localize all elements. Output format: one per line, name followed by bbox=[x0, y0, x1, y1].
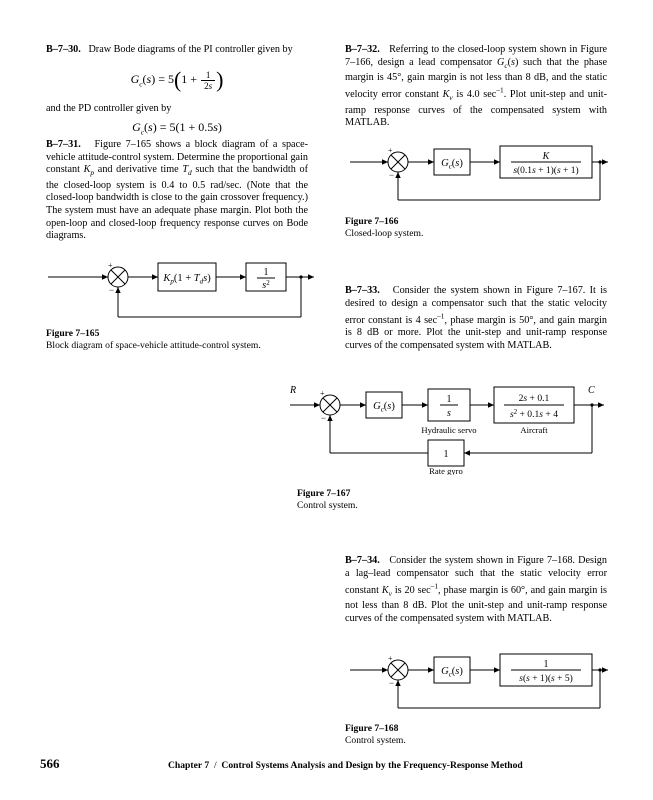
figure-7-167-caption bbox=[297, 488, 559, 511]
svg-text:1: 1 bbox=[446, 394, 452, 405]
svg-text:C: C bbox=[588, 385, 595, 396]
svg-text:1: 1 bbox=[263, 267, 269, 278]
figure-7-167-number: Figure 7–167 bbox=[297, 488, 351, 499]
problem-label-b734: B–7–34. bbox=[345, 555, 380, 566]
svg-text:Rate gyro: Rate gyro bbox=[429, 466, 463, 475]
problem-text-b730: Draw Bode diagrams of the PI controller given by bbox=[88, 44, 293, 55]
figure-7-166-caption bbox=[345, 216, 607, 239]
svg-text:−: − bbox=[389, 678, 395, 688]
equation-pd-controller: $G_c(s) = 5(1 + 0.5s)$ bbox=[132, 120, 222, 137]
problem-text-b732: Referring to the closed-loop system shown in Figure 7–166, design a lead compensator $G_c(s)$ such that the phase margin is 45°, gain margin is not less than 8 dB, and the static velocity error constant $K_v$ is 4.0 $\sec^{-1}$. Plot unit-step and unit-ramp response curves of the compensated system with MATLAB. bbox=[345, 44, 608, 129]
figure-7-165-diagram bbox=[46, 255, 316, 330]
problem-text-b734: Consider the system shown in Figure 7–168. Design a lag–lead compensator such that the static velocity error constant $K_v$ is 20 $\sec^{-1}$, phase margin is 60°, and gain margin is not less than 8 dB. Plot the unit-step and unit-ramp response curves of the compensated system with MATLAB. bbox=[345, 555, 607, 624]
svg-text:Gc(s): $G_c(s)$ bbox=[441, 666, 463, 679]
problem-b732 bbox=[345, 44, 607, 130]
figure-7-168-caption bbox=[345, 723, 607, 746]
figure-7-166-caption-text: Closed-loop system. bbox=[345, 227, 424, 239]
problem-label-b732: B–7–32. bbox=[345, 44, 380, 55]
figure-7-165-caption bbox=[46, 328, 326, 351]
svg-text:Kp(1 + Tds): $K_p(1 + T_ds)$ bbox=[163, 273, 211, 286]
figure-7-168-diagram bbox=[348, 648, 610, 720]
equation-pi-controller: $G_c(s) = 5(1$ + $\frac{1}{2s}$ ) bbox=[130, 66, 224, 92]
svg-text:K: K bbox=[542, 151, 550, 162]
svg-text:−: − bbox=[389, 170, 395, 180]
figure-7-166-diagram bbox=[348, 140, 610, 212]
running-head: Chapter 7 / Control Systems Analysis and Design by the Frequency-Response Method bbox=[168, 760, 523, 771]
svg-text:+: + bbox=[388, 146, 393, 155]
svg-text:s: s bbox=[447, 408, 451, 419]
figure-7-168-number: Figure 7–168 bbox=[345, 723, 399, 734]
svg-text:s2 + 0.1s + 4: $s^2 + 0.1s + 4$ bbox=[509, 409, 559, 420]
svg-text:−: − bbox=[321, 413, 327, 423]
svg-text:Hydraulic servo: Hydraulic servo bbox=[421, 425, 477, 435]
problem-b733 bbox=[345, 285, 607, 352]
svg-text:Gc(s): $G_c(s)$ bbox=[373, 401, 395, 414]
svg-text:2s + 0.1: 2s + 0.1 bbox=[518, 393, 550, 404]
svg-text:Gc(s): $G_c(s)$ bbox=[441, 158, 463, 171]
problem-text-b733: Consider the system shown in Figure 7–167. It is desired to design a compensator such that the static velocity error constant is 4 $\sec^{-1}$, phase margin is 50°, and gain margin is 8 dB or more. Plot the unit-step and unit-ramp response curves of the compensated system with MATLAB. bbox=[345, 285, 608, 351]
svg-text:+: + bbox=[108, 261, 113, 270]
figure-7-168-caption-text: Control system. bbox=[345, 734, 406, 746]
problem-label-b730: B–7–30. bbox=[46, 44, 81, 55]
problem-b734 bbox=[345, 555, 607, 625]
svg-text:Aircraft: Aircraft bbox=[520, 425, 548, 435]
figure-7-167-diagram bbox=[268, 375, 608, 475]
svg-text:s(0.1s + 1)(s + 1): s(0.1s + 1)(s + 1) bbox=[513, 166, 579, 176]
svg-text:+: + bbox=[388, 654, 393, 663]
svg-text:s2: $s^2$ bbox=[262, 279, 270, 291]
figure-7-167-caption-text: Control system. bbox=[297, 499, 358, 511]
problem-b730 bbox=[46, 44, 308, 57]
svg-text:1: 1 bbox=[443, 449, 449, 460]
problem-label-b731: B–7–31. bbox=[46, 139, 81, 150]
svg-text:s(s + 1)(s + 5): s(s + 1)(s + 5) bbox=[519, 674, 573, 684]
figure-7-165-caption-text: Block diagram of space-vehicle attitude-control system. bbox=[46, 339, 261, 351]
problem-text-b731: Figure 7–165 shows a block diagram of a space-vehicle attitude-control system. Determine the proportional gain constant $K_p$ and derivative time $T_d$ such that the bandwidth of the closed-loop system is 0.4 to 0.5 rad/sec. (Note that the closed-loop bandwidth is close to the gain crossover frequency.) The system must have an adequate phase margin. Plot both the open-loop and closed-loop frequency response curves on Bode diagrams. bbox=[46, 139, 309, 242]
page-folio: 566 bbox=[40, 756, 60, 771]
problem-label-b733: B–7–33. bbox=[345, 285, 380, 296]
svg-text:−: − bbox=[109, 285, 115, 295]
svg-text:1: 1 bbox=[543, 659, 549, 670]
svg-text:R: R bbox=[290, 385, 297, 396]
figure-7-166-number: Figure 7–166 bbox=[345, 216, 399, 227]
figure-7-165-number: Figure 7–165 bbox=[46, 328, 100, 339]
svg-text:+: + bbox=[320, 389, 325, 398]
problem-b730-text2: and the PD controller given by bbox=[46, 103, 172, 114]
problem-b731 bbox=[46, 139, 308, 243]
